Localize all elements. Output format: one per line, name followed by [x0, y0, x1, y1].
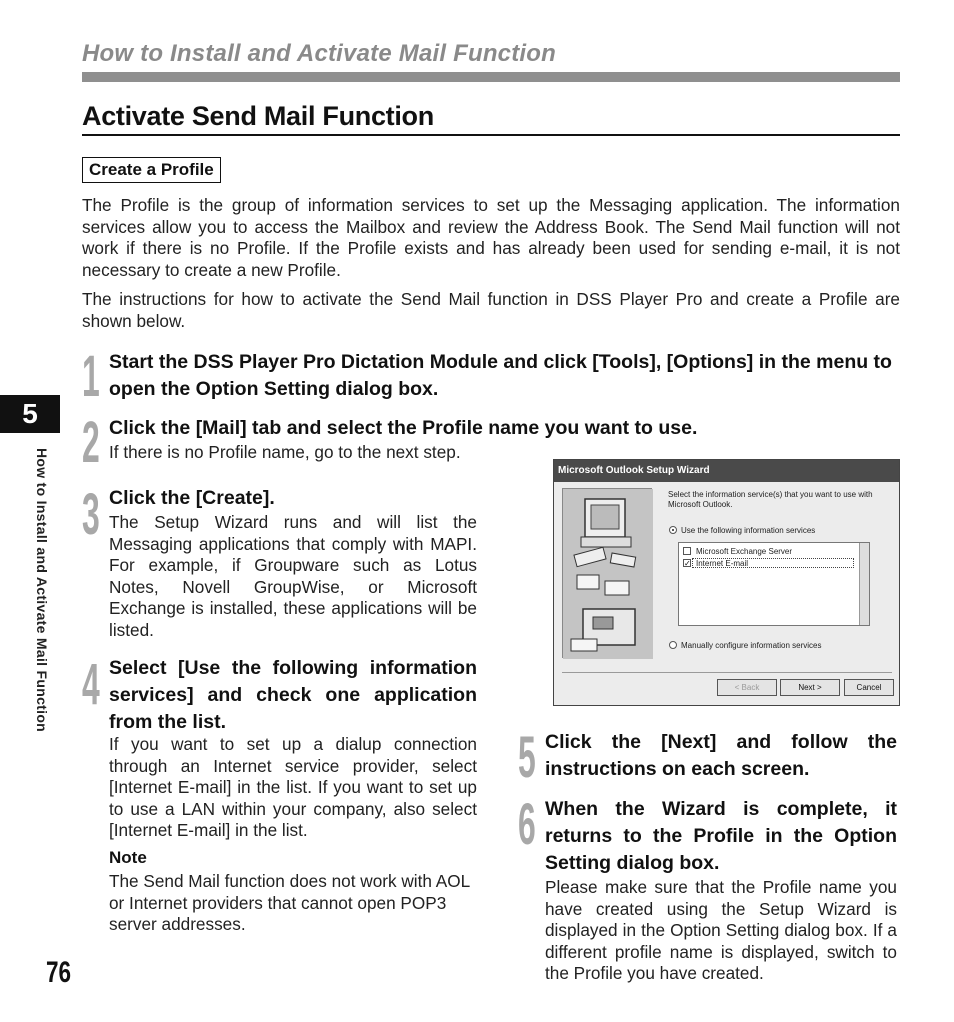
step-5-heading: Click the [Next] and follow the instructions on each screen. [545, 731, 897, 780]
step-4-body: If you want to set up a dialup connection through an Internet service provider, select [Internet E-mail] in the list. If you want to set up to use a LAN within your company, also select [Internet E-mail] in the list. [109, 734, 477, 840]
step-1-heading: Start the DSS Player Pro Dictation Module and click [Tools], [Options] in the menu to open the Option Setting dialog box. [109, 351, 892, 400]
service-label-exchange: Microsoft Exchange Server [696, 547, 793, 556]
sidebar-chapter-title: How to Install and Activate Mail Function [34, 448, 50, 733]
service-label-internet: Internet E-mail [696, 559, 749, 568]
step-3-heading: Click the [Create]. [109, 487, 275, 509]
header-bar [82, 72, 900, 82]
step-number-6: 6 [518, 792, 536, 857]
step-3-body: The Setup Wizard runs and will list the Messaging applications that comply with MAPI. For example, if Groupware such as Lotus Notes, Novell GroupWise, or Microsoft Exchange is installed, these applications will be listed. [109, 512, 477, 640]
step-number-1: 1 [82, 344, 100, 409]
running-header: How to Install and Activate Mail Function [82, 40, 557, 67]
page-number: 76 [46, 956, 72, 989]
dialog-separator [562, 672, 892, 673]
next-button[interactable]: Next > [780, 679, 840, 696]
step-number-3: 3 [82, 482, 100, 547]
step-2-body: If there is no Profile name, go to the next step. [109, 442, 461, 462]
step-4-heading: Select [Use the following information services] and check one application from the list. [109, 657, 477, 733]
listbox-scrollbar[interactable] [859, 543, 869, 625]
step-6-heading: When the Wizard is complete, it returns to the Profile in the Option Setting dialog box. [545, 798, 897, 874]
intro-paragraph-1: The Profile is the group of information services to set up the Messaging application. The information services allow you to access the Mailbox and review the Address Book. The Send Mail function will not work if there is no Profile. If the Profile exists and has already been used for sending e-mail, it is not necessary to create a new Profile. [82, 195, 900, 280]
step-number-2: 2 [82, 410, 100, 475]
services-listbox[interactable] [678, 542, 870, 626]
radio-use-services-label: Use the following information services [681, 526, 816, 535]
note-label: Note [109, 848, 147, 867]
back-button[interactable]: < Back [717, 679, 777, 696]
radio-use-services[interactable] [669, 526, 677, 534]
radio-manual-config-label: Manually configure information services [681, 641, 822, 650]
section-title: Activate Send Mail Function [82, 101, 434, 131]
chapter-tab: 5 [0, 395, 60, 433]
step-4-note: The Send Mail function does not work with AOL or Internet providers that cannot open POP3 server addresses. [109, 871, 470, 934]
radio-manual-config[interactable] [669, 641, 677, 649]
wizard-illustration [562, 488, 652, 658]
subheading-box: Create a Profile [82, 157, 221, 183]
section-rule [82, 134, 900, 136]
service-checkbox-internet[interactable]: ✓ [684, 559, 691, 568]
step-number-5: 5 [518, 725, 536, 790]
step-number-4: 4 [82, 652, 100, 717]
service-checkbox-exchange[interactable] [683, 547, 691, 555]
cancel-button[interactable]: Cancel [844, 679, 894, 696]
dialog-title: Microsoft Outlook Setup Wizard [554, 460, 899, 482]
intro-paragraph-2: The instructions for how to activate the Send Mail function in DSS Player Pro and create a Profile are shown below. [82, 289, 900, 331]
dialog-prompt: Select the information service(s) that you want to use with Microsoft Outlook. [668, 490, 873, 509]
step-2-heading: Click the [Mail] tab and select the Profile name you want to use. [109, 417, 698, 439]
setup-wizard-dialog [553, 459, 900, 706]
step-6-body: Please make sure that the Profile name you have created using the Setup Wizard is displayed in the Option Setting dialog box. If a different profile name is displayed, switch to the Profile you have created. [545, 877, 897, 983]
